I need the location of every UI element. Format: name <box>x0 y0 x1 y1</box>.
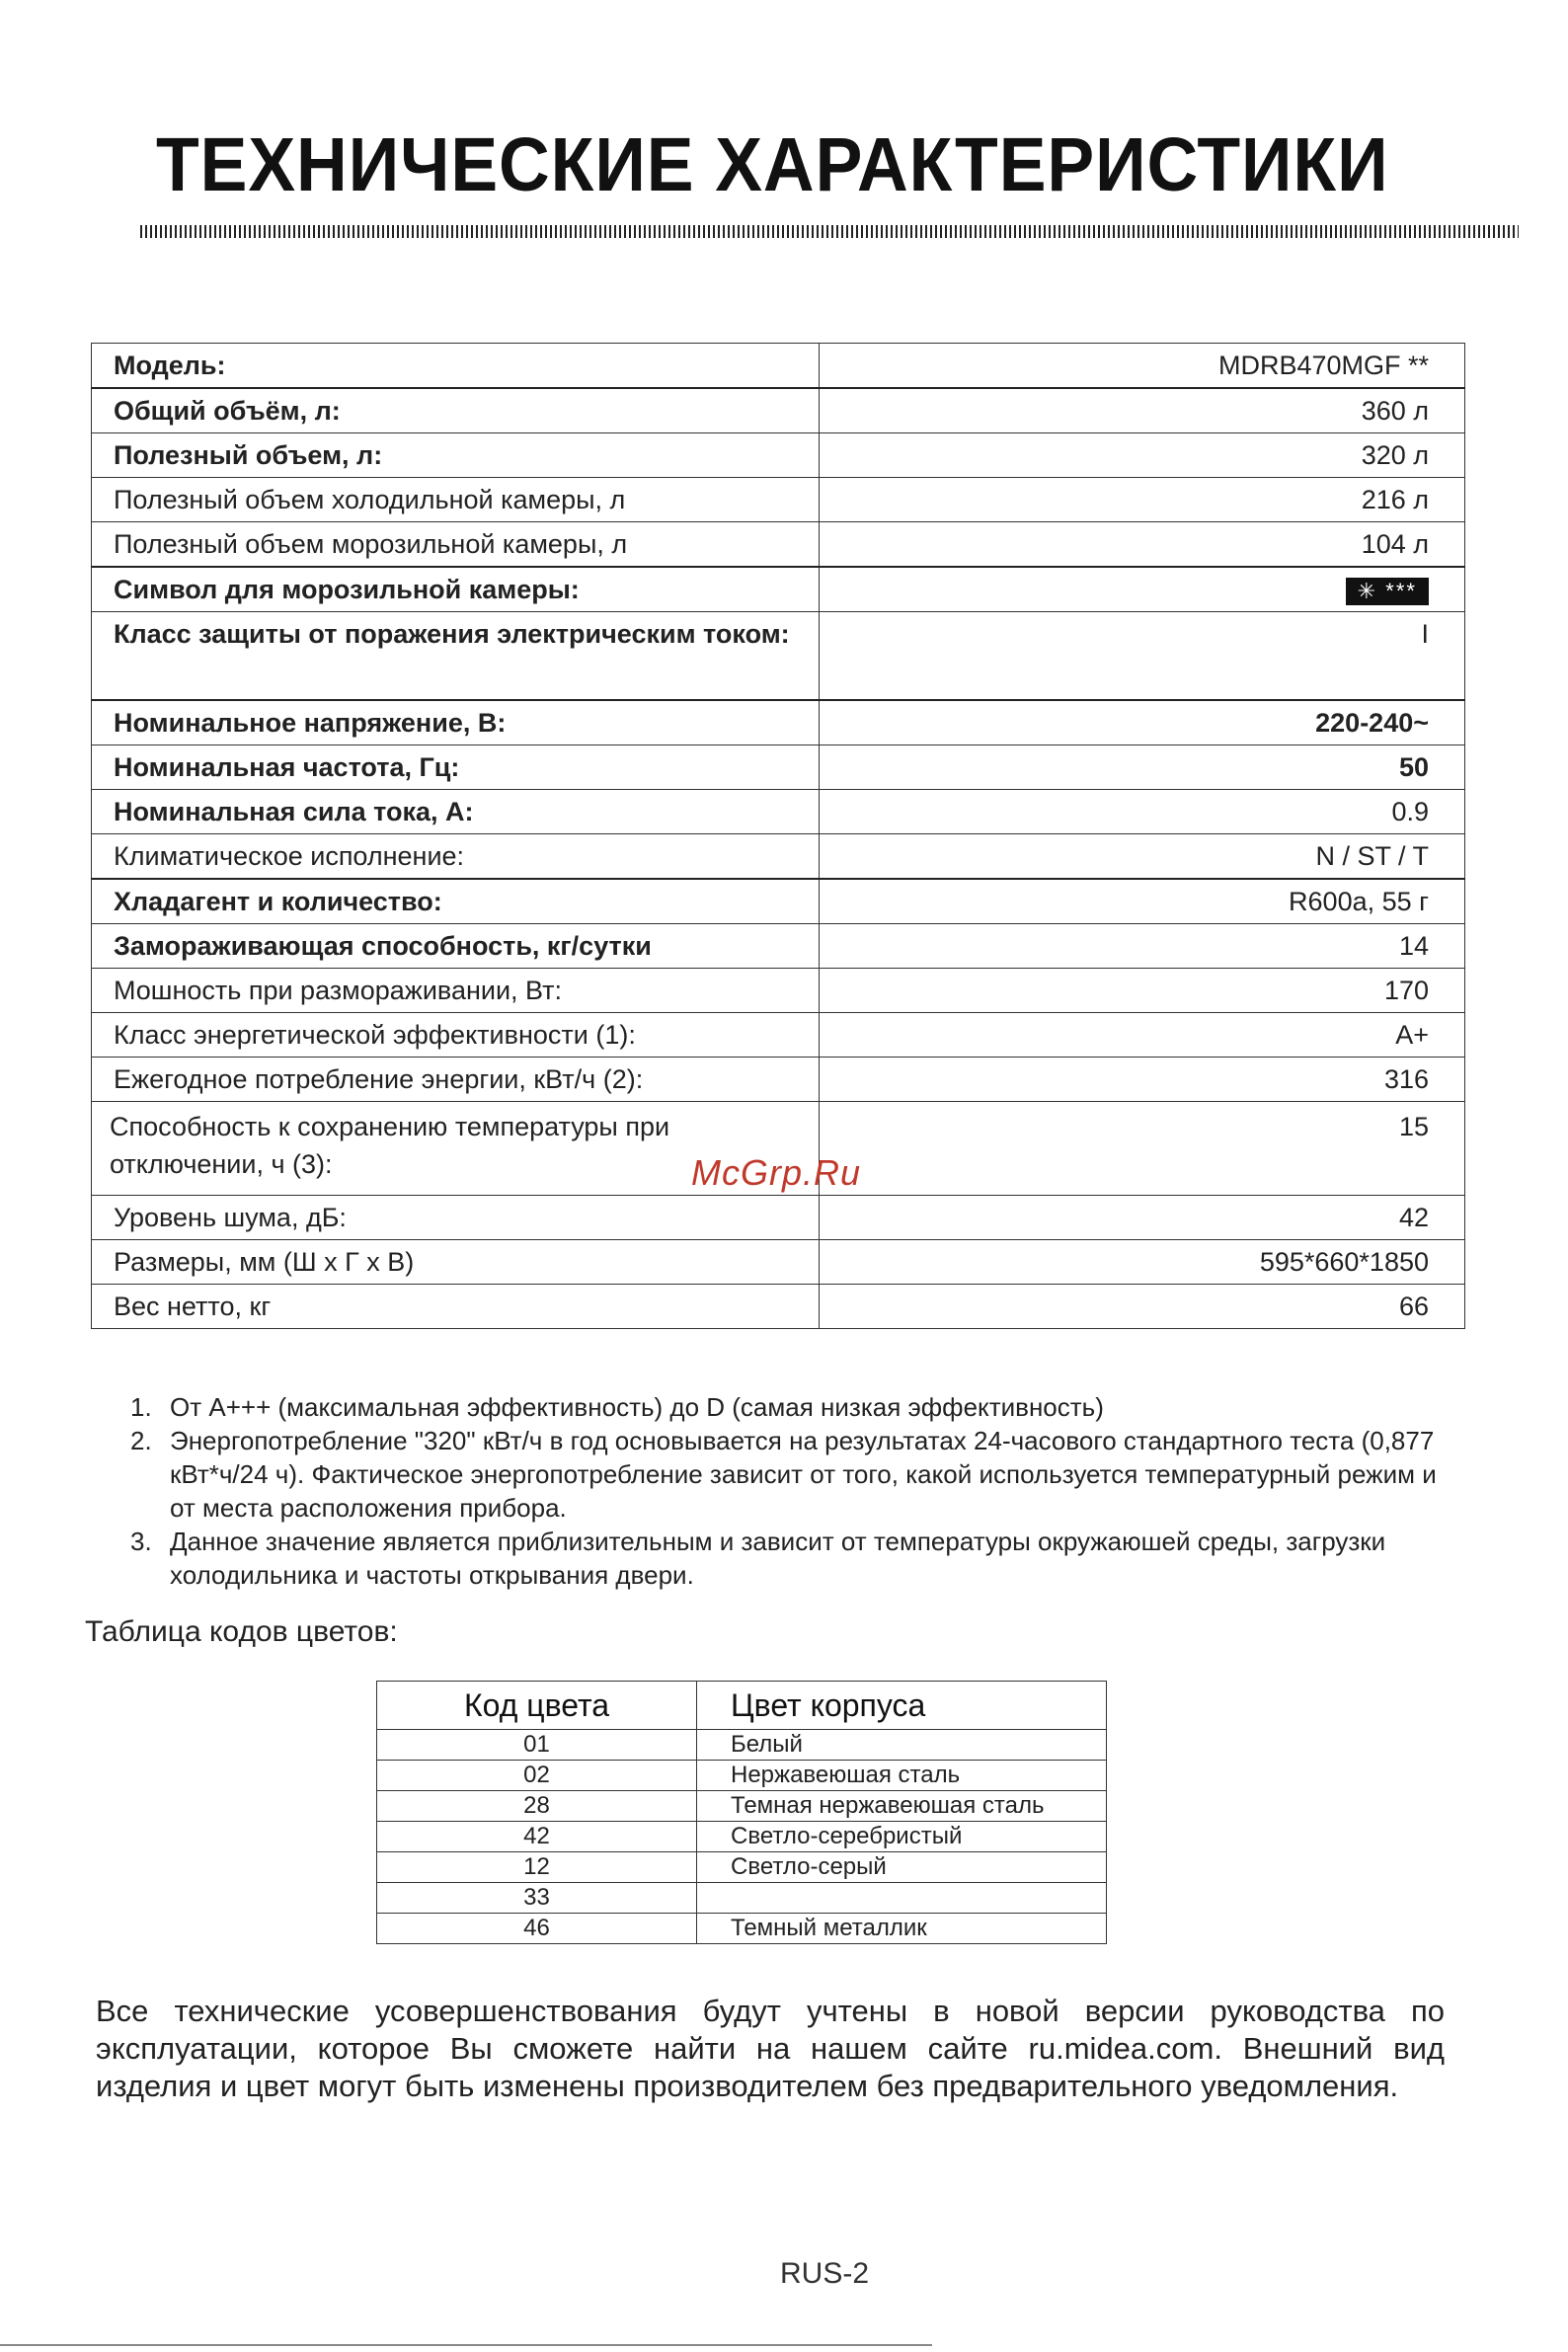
spec-key: Размеры, мм (Ш х Г х В) <box>92 1240 820 1285</box>
color-code-table <box>376 1681 1107 1944</box>
spec-key: Замораживающая способность, кг/сутки <box>92 924 820 969</box>
spec-value: R600a, 55 г <box>820 879 1465 924</box>
spec-row <box>92 924 1465 969</box>
spec-value: 15 <box>820 1102 1465 1196</box>
spec-key: Полезный объем, л: <box>92 433 820 478</box>
table-row <box>377 1914 1107 1944</box>
spec-value: 320 л <box>820 433 1465 478</box>
color-code: 01 <box>377 1730 697 1761</box>
spec-value: 50 <box>820 745 1465 790</box>
color-name: Светло-серый <box>697 1852 1107 1883</box>
header-code: Код цвета <box>377 1682 697 1730</box>
spec-value: 0.9 <box>820 790 1465 834</box>
title-rule <box>140 225 1519 238</box>
spec-key: Уровень шума, дБ: <box>92 1196 820 1240</box>
table-row <box>377 1852 1107 1883</box>
spec-key: Общий объём, л: <box>92 388 820 433</box>
color-name: Светло-серебристый <box>697 1822 1107 1852</box>
spec-row <box>92 1240 1465 1285</box>
spec-row <box>92 567 1465 612</box>
spec-row <box>92 344 1465 389</box>
spec-value: 216 л <box>820 478 1465 522</box>
footnote <box>130 1525 1444 1592</box>
spec-value: 595*660*1850 <box>820 1240 1465 1285</box>
spec-key: Полезный объем холодильной камеры, л <box>92 478 820 522</box>
spec-key: Мошность при размораживании, Вт: <box>92 969 820 1013</box>
spec-value: 170 <box>820 969 1465 1013</box>
spec-key: Вес нетто, кг <box>92 1285 820 1329</box>
spec-row <box>92 700 1465 745</box>
spec-value: 42 <box>820 1196 1465 1240</box>
spec-key: Модель: <box>92 344 820 389</box>
spec-key: Номинальная сила тока, А: <box>92 790 820 834</box>
spec-value <box>820 567 1465 612</box>
spec-key: Номинальная частота, Гц: <box>92 745 820 790</box>
footer-rule <box>0 2344 932 2346</box>
spec-row <box>92 388 1465 433</box>
spec-row <box>92 612 1465 701</box>
table-row <box>377 1791 1107 1822</box>
spec-row <box>92 1285 1465 1329</box>
spec-row <box>92 1058 1465 1102</box>
color-code: 33 <box>377 1883 697 1914</box>
table-row <box>377 1761 1107 1791</box>
footnote-text: Энергопотребление "320" кВт/ч в год основывается на результатах 24-часового стандартного теста (0,877 кВт*ч/24 ч). Фактическое энергопотребление зависит от того, какой используется температурный режим и от места расположения прибора. <box>170 1426 1437 1523</box>
page-title: ТЕХНИЧЕСКИЕ ХАРАКТЕРИСТИКИ <box>156 122 1389 207</box>
color-code: 42 <box>377 1822 697 1852</box>
footnote <box>130 1424 1444 1525</box>
page-number: RUS-2 <box>780 2257 870 2290</box>
spec-row <box>92 745 1465 790</box>
spec-row <box>92 1196 1465 1240</box>
footnote-number: 2. <box>130 1426 152 1455</box>
spec-row <box>92 790 1465 834</box>
color-name <box>697 1883 1107 1914</box>
footnotes-list <box>130 1390 1444 1592</box>
spec-value: MDRB470MGF ** <box>820 344 1465 389</box>
watermark: McGrp.Ru <box>691 1152 862 1193</box>
freezer-star-symbol: ✳ *** <box>1346 578 1429 605</box>
spec-row <box>92 969 1465 1013</box>
spec-key: Хладагент и количество: <box>92 879 820 924</box>
color-table-header <box>377 1682 1107 1730</box>
spec-key: Номинальное напряжение, В: <box>92 700 820 745</box>
color-name: Нержавеюшая сталь <box>697 1761 1107 1791</box>
footnote-number: 1. <box>130 1392 152 1422</box>
spec-key: Символ для морозильной камеры: <box>92 567 820 612</box>
color-table-label: Таблица кодов цветов: <box>85 1615 398 1648</box>
color-code: 02 <box>377 1761 697 1791</box>
spec-key: Способность к сохранению температуры при отключении, ч (3): <box>92 1102 820 1196</box>
spec-value: 316 <box>820 1058 1465 1102</box>
spec-row <box>92 879 1465 924</box>
spec-row <box>92 1013 1465 1058</box>
table-row <box>377 1822 1107 1852</box>
color-name: Темная нержавеюшая сталь <box>697 1791 1107 1822</box>
color-name: Темный металлик <box>697 1914 1107 1944</box>
color-code: 28 <box>377 1791 697 1822</box>
footnote-text: От A+++ (максимальная эффективность) до D (самая низкая эффективность) <box>170 1392 1104 1422</box>
spec-row <box>92 433 1465 478</box>
spec-value: I <box>820 612 1465 701</box>
footnote <box>130 1390 1444 1424</box>
footnote-number: 3. <box>130 1527 152 1556</box>
spec-row <box>92 834 1465 880</box>
spec-value: 104 л <box>820 522 1465 568</box>
spec-value: 14 <box>820 924 1465 969</box>
spec-key: Класс защиты от поражения электрическим током: <box>92 612 820 701</box>
spec-value: N / ST / T <box>820 834 1465 880</box>
color-name: Белый <box>697 1730 1107 1761</box>
color-code: 46 <box>377 1914 697 1944</box>
table-row <box>377 1883 1107 1914</box>
spec-value: 360 л <box>820 388 1465 433</box>
spec-value: 220-240~ <box>820 700 1465 745</box>
spec-value: 66 <box>820 1285 1465 1329</box>
spec-value: A+ <box>820 1013 1465 1058</box>
spec-key: Класс энергетической эффективности (1): <box>92 1013 820 1058</box>
spec-key: Ежегодное потребление энергии, кВт/ч (2): <box>92 1058 820 1102</box>
spec-row <box>92 522 1465 568</box>
color-code: 12 <box>377 1852 697 1883</box>
disclaimer-text: Все технические усовершенствования будут учтены в новой версии руководства по эксплуатации, которое Вы сможете найти на нашем сайте ru.midea.com. Внешний вид изделия и цвет могут быть изменены производителем без предварительного уведомления. <box>96 1994 1445 2103</box>
footnote-text: Данное значение является приблизительным и зависит от температуры окружаюшей среды, загрузки холодильника и частоты открывания двери. <box>170 1527 1386 1590</box>
header-name: Цвет корпуса <box>697 1682 1107 1730</box>
spec-row <box>92 478 1465 522</box>
table-row <box>377 1730 1107 1761</box>
spec-key: Полезный объем морозильной камеры, л <box>92 522 820 568</box>
spec-key: Климатическое исполнение: <box>92 834 820 880</box>
